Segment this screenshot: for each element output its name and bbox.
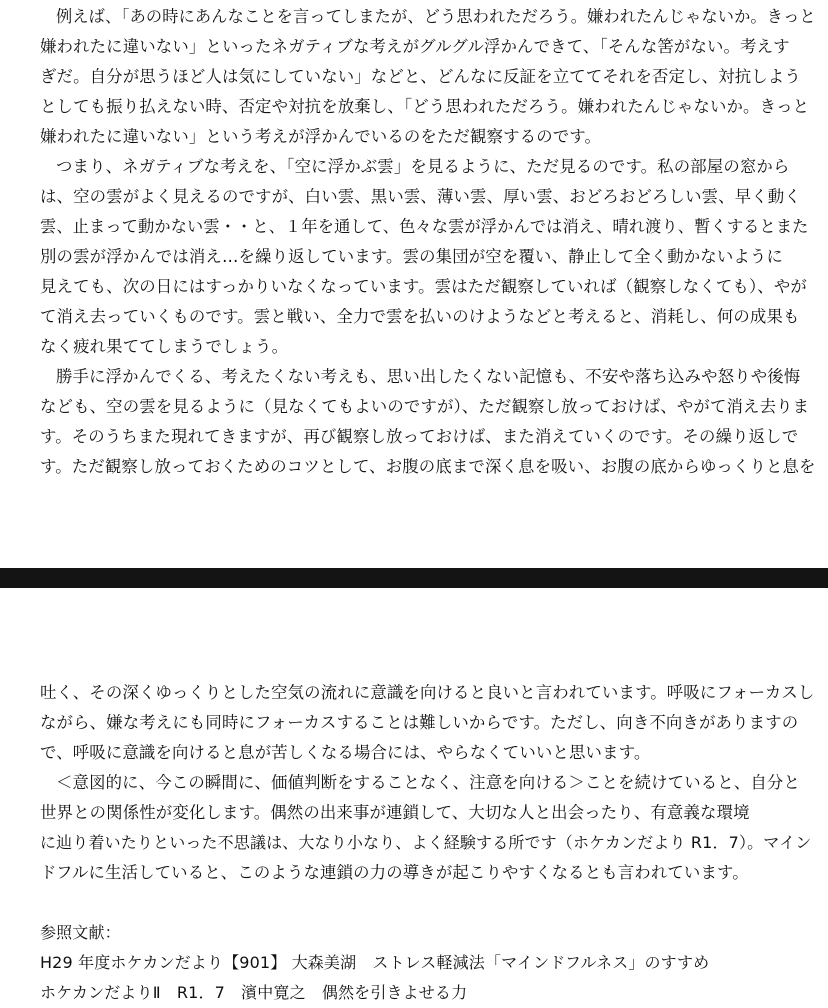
page-break-divider xyxy=(0,568,828,588)
document-page-bottom xyxy=(0,588,828,1000)
paragraph-line: 別の雲が浮かんでは消え…を繰り返しています。雲の集団が空を覆い、静止して全く動かないように xyxy=(40,247,784,266)
paragraph-line: は、空の雲がよく見えるのですが、白い雲、黒い雲、薄い雲、厚い雲、おどろおどろしい雲、早く動く xyxy=(40,187,801,206)
paragraph-line: ぎだ。自分が思うほど人は気にしていない」などと、どんなに反証を立ててそれを否定し、対抗しよう xyxy=(40,67,801,86)
paragraph-line: としても振り払えない時、否定や対抗を放棄し、「どう思われただろう。嫌われたんじゃないか。きっと xyxy=(40,97,810,116)
paragraph-line: なども、空の雲を見るように（見なくてもよいのですが）、ただ観察し放っておけば、やがて消え去りま xyxy=(40,397,810,416)
paragraph-line: 雲、止まって動かない雲・・と、１年を通して、色々な雲が浮かんでは消え、晴れ渡り、暫くするとまた xyxy=(40,217,809,236)
paragraph-line: ＜意図的に、今この瞬間に、価値判断をすることなく、注意を向ける＞ことを続けていると、自分と xyxy=(56,773,800,792)
reference-item: ホケカンだよりⅡ R1．7 濱中寛之 偶然を引きよせる力 xyxy=(40,983,468,1002)
paragraph-line: て消え去っていくものです。雲と戦い、全力で雲を払いのけようなどと考えると、消耗し、何の成果も xyxy=(40,307,800,326)
paragraph-line: す。そのうちまた現れてきますが、再び観察し放っておけば、また消えていくのです。その繰り返しで xyxy=(40,427,799,446)
paragraph-line: 嫌われたに違いない」という考えが浮かんでいるのをただ観察するのです。 xyxy=(40,127,602,146)
paragraph-line: ながら、嫌な考えにも同時にフォーカスすることは難しいからです。ただし、向き不向きがありますの xyxy=(40,713,799,732)
paragraph-line: ドフルに生活していると、このような連鎖の力の導きが起こりやすくなるとも言われています。 xyxy=(40,863,749,882)
paragraph-line: す。ただ観察し放っておくためのコツとして、お腹の底まで深く息を吸い、お腹の底からゆっくりと息を xyxy=(40,457,816,476)
paragraph-line: 例えば、「あの時にあんなことを言ってしまたが、どう思われただろう。嫌われたんじゃないか。きっと xyxy=(56,7,816,26)
reference-item: H29 年度ホケカンだより【901】 大森美湖 ストレス軽減法「マインドフルネス」のすすめ xyxy=(40,953,710,972)
paragraph-line: 見えても、次の日にはすっかりいなくなっています。雲はただ観察していれば（観察しなくても）、やが xyxy=(40,277,807,296)
paragraph-line: 吐く、その深くゆっくりとした空気の流れに意識を向けると良いと言われています。呼吸にフォーカスし xyxy=(40,683,815,702)
paragraph-line: 世界との関係性が変化します。偶然の出来事が連鎖して、大切な人と出会ったり、有意義な環境 xyxy=(40,803,750,822)
references-heading: 参照文献： xyxy=(40,923,121,942)
paragraph-line: に辿り着いたりといった不思議は、大なり小なり、よく経験する所です（ホケカンだより R1．7）。マイン xyxy=(40,833,812,852)
paragraph-line: つまり、ネガティブな考えを、「空に浮かぶ雲」を見るように、ただ見るのです。私の部屋の窓から xyxy=(56,157,790,176)
paragraph-line: で、呼吸に意識を向けると息が苦しくなる場合には、やらなくていいと思います。 xyxy=(40,743,651,762)
paragraph-line: なく疲れ果ててしまうでしょう。 xyxy=(40,337,289,356)
paragraph-line: 嫌われたに違いない」といったネガティブな考えがグルグル浮かんできて、「そんな筈がない。考えす xyxy=(40,37,790,56)
paragraph-line: 勝手に浮かんでくる、考えたくない考えも、思い出したくない記憶も、不安や落ち込みや怒りや後悔 xyxy=(56,367,801,386)
